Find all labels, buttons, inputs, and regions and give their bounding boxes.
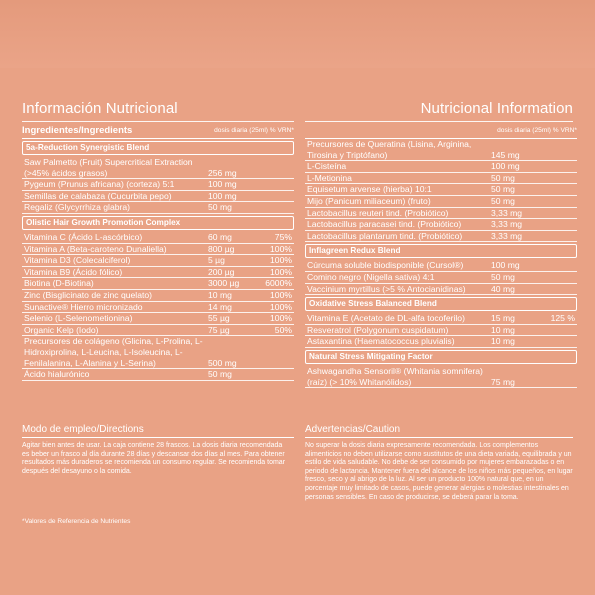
ingredient-row bbox=[22, 191, 294, 203]
blend3-rows bbox=[305, 260, 577, 295]
blend-title: Natural Stress Mitigating Factor bbox=[305, 350, 577, 364]
ingredient-row bbox=[305, 284, 577, 296]
ingredient-name: Precursores de colágeno (Glicina, L-Prolina, L-Hidroxiprolina, L-Leucina, L-Isoleucina, L-Fenilalanina, L-Alanina y L-Serina) bbox=[24, 336, 203, 368]
ingredient-row bbox=[305, 260, 577, 272]
ingredient-name: Mijo (Panicum miliaceum) (fruto) bbox=[307, 195, 431, 206]
ingredient-name: Equisetum arvense (hierba) 10:1 bbox=[307, 184, 432, 195]
ingredient-name: Vitamina B9 (Ácido fólico) bbox=[24, 266, 123, 277]
ingredient-nrv: 100% bbox=[270, 243, 292, 254]
ingredient-amount: 40 mg bbox=[491, 283, 515, 294]
ingredient-amount: 50 mg bbox=[491, 271, 515, 282]
ingredient-row bbox=[22, 267, 294, 279]
ingredient-nrv: 100% bbox=[270, 289, 292, 300]
blend-title: Olistic Hair Growth Promotion Complex bbox=[22, 216, 294, 230]
ingredient-amount: 75 µg bbox=[208, 324, 230, 335]
ingredient-amount: 200 µg bbox=[208, 266, 235, 277]
ingredient-row bbox=[22, 244, 294, 256]
ingredient-row bbox=[22, 202, 294, 214]
ingredient-nrv: 100% bbox=[270, 313, 292, 324]
left-nutrition-table bbox=[22, 124, 294, 381]
ingredient-row bbox=[22, 313, 294, 325]
ingredient-row bbox=[22, 278, 294, 290]
directions-text: Agitar bien antes de usar. La caja contiene 28 frascos. La dosis diaria recomendada es beber un frasco al día durante 28 días y descansar dos días al mes. Para obtener resultados más duraderos se recomienda un consumo regular. Se recomienda tomar después del desayuno o la comida. bbox=[22, 442, 286, 475]
ingredient-amount: 256 mg bbox=[208, 167, 237, 178]
ingredient-amount: 50 mg bbox=[491, 195, 515, 206]
table-header bbox=[22, 124, 294, 139]
ingredient-amount: 145 mg bbox=[491, 149, 520, 160]
ingredient-amount: 10 mg bbox=[491, 324, 515, 335]
ingredient-amount: 800 µg bbox=[208, 243, 235, 254]
blend-title: Inflagreen Redux Blend bbox=[305, 244, 577, 258]
ingredient-row bbox=[305, 173, 577, 185]
ingredient-row bbox=[305, 336, 577, 348]
ingredient-nrv: 6000% bbox=[265, 278, 292, 289]
footnote: *Valores de Referencia de Nutrientes bbox=[22, 518, 131, 525]
ingredient-amount: 50 mg bbox=[208, 202, 232, 213]
ingredient-row bbox=[305, 325, 577, 337]
ingredient-amount: 55 µg bbox=[208, 313, 230, 324]
ingredient-amount: 60 mg bbox=[208, 231, 232, 242]
ingredient-row bbox=[305, 272, 577, 284]
ingredient-name: Comino negro (Nigella sativa) 4:1 bbox=[307, 271, 435, 282]
title-rule-right bbox=[305, 121, 573, 122]
ingredient-row bbox=[305, 161, 577, 173]
ingredient-name: Pygeum (Prunus africana) (corteza) 5:1 bbox=[24, 179, 175, 190]
title-english: Nutricional Information bbox=[420, 100, 573, 117]
ingredient-row bbox=[22, 336, 294, 369]
ingredient-row bbox=[22, 290, 294, 302]
ingredient-name: Zinc (Bisglicinato de zinc quelato) bbox=[24, 289, 153, 300]
directions-title: Modo de empleo/Directions bbox=[22, 424, 144, 435]
blend-title: Oxidative Stress Balanced Blend bbox=[305, 297, 577, 311]
ingredient-row bbox=[22, 179, 294, 191]
ingredient-row bbox=[22, 369, 294, 381]
caution-text: No superar la dosis diaria expresamente recomendada. Los complementos alimenticios no deben utilizarse como sustitutos de una dieta variada, equilibrada y un estilo de vida saludable. No debe de ser consumido por mujeres embarazadas o en periodo de lactancia. Mantener fuera del alcance de los niños más pequeños, en lugar fresco, seco y al abrigo de la luz. Al ser un producto 100% natural que, en un porcentaje muy limitado de casos, puede generar alergias o molestias intestinales en personas sensibles. En caso de producirse, se deberá parar la toma. bbox=[305, 442, 573, 501]
ingredient-name: Cúrcuma soluble biodisponible (Cursol®) bbox=[307, 260, 464, 271]
ingredient-name: Precursores de Queratina (Lisina, Arginina, Tirosina y Triptófano) bbox=[307, 139, 472, 160]
ingredient-row bbox=[305, 231, 577, 243]
ingredient-amount: 100 mg bbox=[208, 179, 237, 190]
ingredient-amount: 50 mg bbox=[208, 369, 232, 380]
ingredients-heading: Ingredientes/Ingredients bbox=[22, 125, 133, 137]
ingredient-name: L-Cisteína bbox=[307, 161, 347, 172]
ingredient-name: Vitamina D3 (Colecalciferol) bbox=[24, 255, 131, 266]
blend5-rows bbox=[305, 366, 577, 388]
right-nutrition-table bbox=[305, 124, 577, 388]
ingredient-name: Saw Palmetto (Fruit) Supercritical Extraction (>45% ácidos grasos) bbox=[24, 157, 193, 178]
ingredient-nrv: 100% bbox=[270, 301, 292, 312]
title-spanish: Información Nutricional bbox=[22, 100, 178, 117]
ingredient-name: Lactobacillus reuteri tind. (Probiótico) bbox=[307, 207, 449, 218]
ingredient-nrv: 125 % bbox=[550, 313, 575, 324]
right-top-rows bbox=[305, 139, 577, 242]
caution-title: Advertencias/Caution bbox=[305, 424, 401, 435]
ingredient-amount: 3,33 mg bbox=[491, 230, 523, 241]
dose-heading: dosis diaria (25ml) % VRN* bbox=[214, 127, 294, 135]
ingredient-row bbox=[305, 196, 577, 208]
ingredient-name: Organic Kelp (Iodo) bbox=[24, 324, 99, 335]
table-header bbox=[305, 124, 577, 139]
top-texture-band bbox=[0, 0, 595, 68]
ingredient-amount: 100 mg bbox=[491, 161, 520, 172]
ingredient-amount: 5 µg bbox=[208, 255, 225, 266]
ingredient-name: Biotina (D-Biotina) bbox=[24, 278, 94, 289]
ingredient-amount: 100 mg bbox=[491, 260, 520, 271]
ingredient-name: Sunactive® Hierro micronizado bbox=[24, 301, 143, 312]
ingredient-amount: 3,33 mg bbox=[491, 219, 523, 230]
ingredient-amount: 50 mg bbox=[491, 172, 515, 183]
ingredient-row bbox=[305, 366, 577, 388]
ingredient-amount: 10 mg bbox=[208, 289, 232, 300]
ingredient-nrv: 100% bbox=[270, 266, 292, 277]
ingredient-name: L-Metionina bbox=[307, 172, 352, 183]
ingredient-row bbox=[305, 208, 577, 220]
blend4-rows bbox=[305, 313, 577, 348]
ingredient-amount: 100 mg bbox=[208, 190, 237, 201]
ingredient-row bbox=[305, 139, 577, 161]
ingredient-name: Resveratrol (Polygonum cuspidatum) bbox=[307, 324, 449, 335]
ingredient-nrv: 100% bbox=[270, 255, 292, 266]
ingredient-name: Ashwagandha Sensoril® (Whitania somnifera) (raíz) (> 10% Whitanólidos) bbox=[307, 365, 483, 387]
blend1-rows bbox=[22, 157, 294, 214]
blend2-rows bbox=[22, 232, 294, 381]
ingredient-name: Vaccinium myrtillus (>5 % Antocianidinas) bbox=[307, 283, 466, 294]
ingredient-amount: 3000 µg bbox=[208, 278, 240, 289]
ingredient-amount: 10 mg bbox=[491, 336, 515, 347]
ingredient-amount: 3,33 mg bbox=[491, 207, 523, 218]
ingredient-nrv: 50% bbox=[274, 324, 292, 335]
ingredient-row bbox=[305, 219, 577, 231]
ingredient-name: Semillas de calabaza (Cucurbita pepo) bbox=[24, 190, 172, 201]
ingredient-name: Regaliz (Glycyrrhiza glabra) bbox=[24, 202, 131, 213]
directions-rule bbox=[22, 437, 294, 438]
ingredient-row bbox=[22, 255, 294, 267]
ingredient-nrv: 75% bbox=[274, 231, 292, 242]
ingredient-name: Selenio (L-Selenometionina) bbox=[24, 313, 133, 324]
ingredient-name: Astaxantina (Haematococcus pluvialis) bbox=[307, 336, 455, 347]
ingredient-name: Lactobacillus paracasei tind. (Probiótico) bbox=[307, 219, 462, 230]
dose-heading: dosis diaria (25ml) % VRN* bbox=[497, 127, 577, 135]
ingredient-name: Vitamina E (Acetato de DL-alfa tocoferilo) bbox=[307, 313, 465, 324]
ingredient-name: Vitamina A (Beta-caroteno Dunaliella) bbox=[24, 243, 167, 254]
ingredient-amount: 14 mg bbox=[208, 301, 232, 312]
title-rule-left bbox=[22, 121, 294, 122]
ingredient-amount: 500 mg bbox=[208, 357, 237, 368]
ingredient-row bbox=[305, 313, 577, 325]
ingredient-row bbox=[305, 184, 577, 196]
ingredient-amount: 15 mg bbox=[491, 313, 515, 324]
ingredient-name: Lactobacillus plantarum tind. (Probiótico) bbox=[307, 230, 463, 241]
ingredient-row bbox=[22, 232, 294, 244]
caution-rule bbox=[305, 437, 573, 438]
ingredient-name: Vitamina C (Ácido L-ascórbico) bbox=[24, 231, 143, 242]
ingredient-name: Ácido hialurónico bbox=[24, 369, 90, 380]
blend-title: 5a-Reduction Synergistic Blend bbox=[22, 141, 294, 155]
ingredient-row bbox=[22, 302, 294, 314]
ingredient-row bbox=[22, 157, 294, 179]
ingredient-amount: 50 mg bbox=[491, 184, 515, 195]
ingredient-amount: 75 mg bbox=[491, 376, 515, 387]
ingredient-row bbox=[22, 325, 294, 337]
